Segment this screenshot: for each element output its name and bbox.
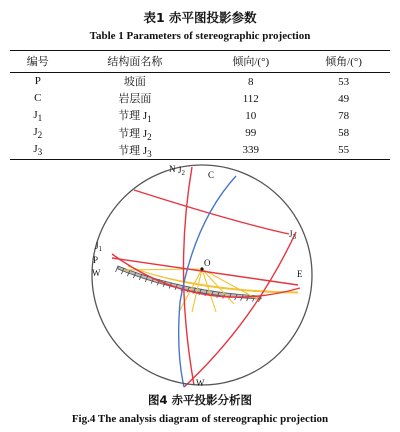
table-title-cn: 表1 赤平图投影参数 [143, 10, 257, 25]
parameters-table [10, 50, 390, 160]
cell-id: P [34, 74, 41, 87]
label-c: C [208, 170, 215, 180]
cell-id: $J_1$ [33, 108, 43, 124]
cell-dip-angle: 58 [338, 127, 350, 140]
header-name: 结构面名称 [66, 51, 205, 73]
cell-dip-direction: 339 [204, 142, 297, 160]
table-row [10, 90, 390, 107]
cell-dip-direction: 112 [242, 92, 259, 105]
header-dip-direction: 倾向/(°) [204, 51, 297, 73]
label-west: W [92, 268, 101, 278]
cell-dip-direction: 99 [245, 127, 257, 140]
table-row [10, 125, 390, 142]
cell-dip-direction: 10 [245, 109, 257, 122]
cell-dip-angle: 49 [338, 92, 350, 105]
cell-dip-direction: 8 [247, 75, 254, 88]
blue-great-circle [179, 176, 236, 387]
label-j1: $J_1$ [95, 241, 103, 253]
label-j3: $J_3$ [289, 229, 297, 241]
table-row [10, 107, 390, 124]
header-dip-angle: 倾角/(°) [297, 51, 390, 73]
table-row [10, 142, 390, 160]
cell-id: $J_3$ [10, 142, 66, 160]
table-row [10, 73, 390, 91]
cell-dip-angle: 55 [297, 142, 390, 160]
header-id: 编号 [10, 51, 66, 73]
cell-id: $J_2$ [33, 126, 43, 141]
cell-id: C [34, 91, 42, 104]
primitive-circle [92, 165, 312, 385]
label-j2: $J_2$ [178, 165, 186, 177]
cell-name: 岩层面 [118, 93, 152, 106]
cell-dip-angle: 53 [338, 75, 350, 88]
label-bottom: W [196, 378, 205, 388]
table-header-row [10, 51, 390, 73]
label-north: N [169, 164, 176, 174]
label-east: E [297, 269, 303, 279]
table-title-en: Table 1 Parameters of stereographic projection [89, 30, 311, 42]
cell-name: 节理 $J_2$ [118, 127, 152, 142]
figure-caption-en: Fig.4 The analysis diagram of stereographic projection [71, 413, 329, 425]
label-o: O [204, 258, 211, 268]
label-p: P [93, 255, 99, 265]
cell-name: 节理 $J_3$ [66, 142, 205, 160]
cell-name: 节理 $J_1$ [118, 110, 152, 125]
cell-name: 坡面 [123, 76, 146, 88]
cell-dip-angle: 78 [338, 109, 350, 122]
figure-caption-cn: 图4 赤平投影分析图 [147, 393, 252, 407]
stereographic-projection-diagram [84, 162, 316, 390]
